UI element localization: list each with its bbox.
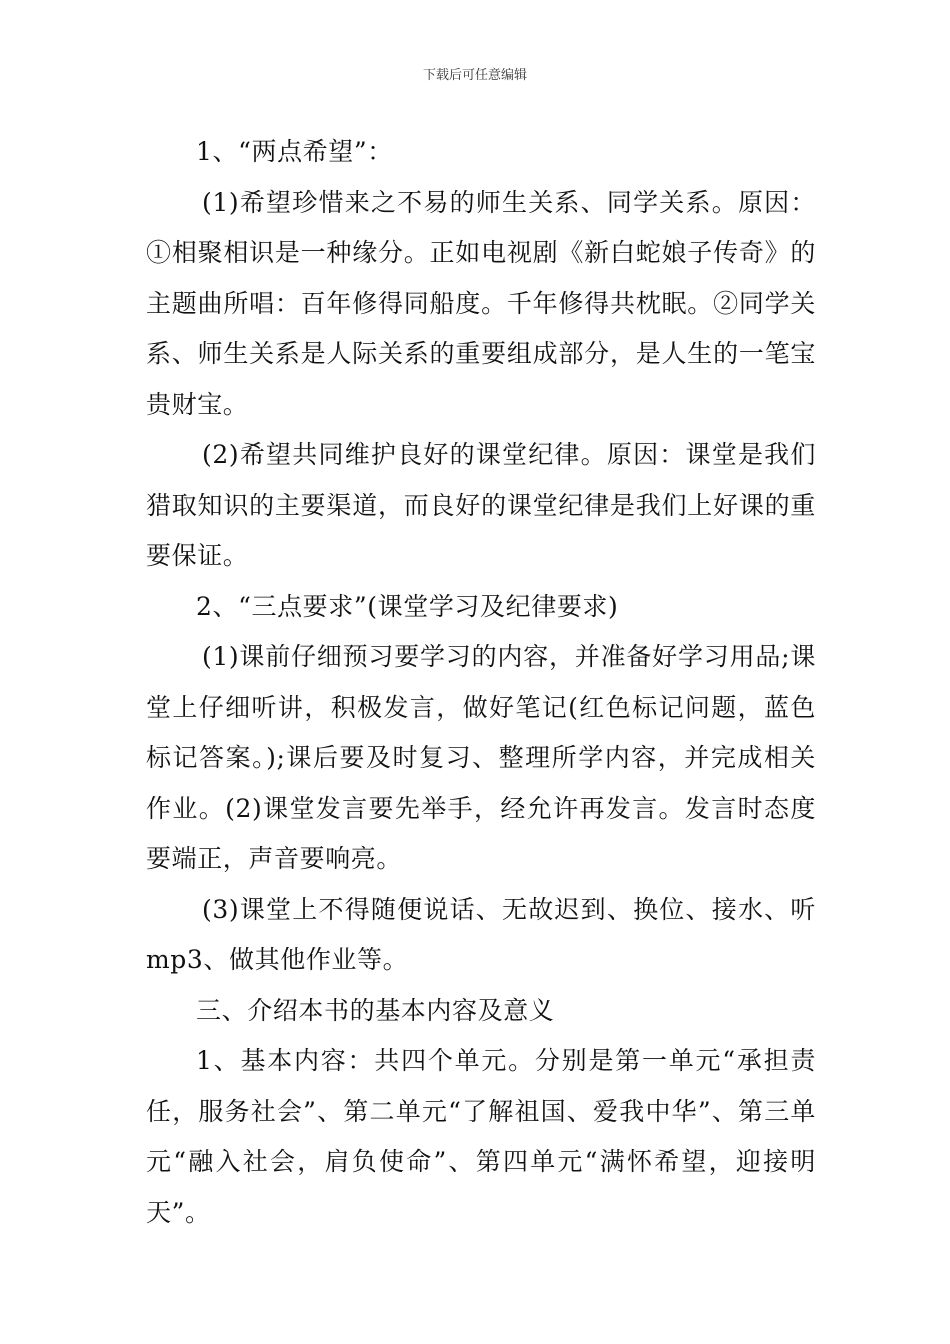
paragraph-requirement-3: (3)课堂上不得随便说话、无故迟到、换位、接水、听mp3、做其他作业等。 bbox=[146, 894, 816, 974]
heading-section-three: 三、介绍本书的基本内容及意义 bbox=[196, 995, 555, 1025]
heading-three-requirements: 2、“三点要求”(课堂学习及纪律要求) bbox=[196, 591, 619, 621]
paragraph-basic-content: 1、基本内容：共四个单元。分别是第一单元“承担责任，服务社会”、第二单元“了解祖国、爱我中华”、第三单元“融入社会，肩负使命”、第四单元“满怀希望，迎接明天”。 bbox=[146, 1046, 816, 1227]
page-header-note: 下载后可任意编辑 bbox=[422, 68, 527, 83]
paragraph-hope-2: (2)希望共同维护良好的课堂纪律。原因：课堂是我们猎取知识的主要渠道，而良好的课堂纪律是我们上好课的重要保证。 bbox=[146, 440, 816, 570]
paragraph-requirement-1-2: (1)课前仔细预习要学习的内容，并准备好学习用品;课堂上仔细听讲，积极发言，做好笔记(红色标记问题，蓝色标记答案。);课后要及时复习、整理所学内容，并完成相关作业。(2)课堂发言要先举手，经允许再发言。发言时态度要端正，声音要响亮。 bbox=[146, 642, 816, 873]
heading-two-hopes: 1、“两点希望”： bbox=[196, 137, 393, 166]
paragraph-hope-1: (1)希望珍惜来之不易的师生关系、同学关系。原因：①相聚相识是一种缘分。正如电视剧《新白蛇娘子传奇》的主题曲所唱：百年修得同船度。千年修得共枕眠。②同学关系、师生关系是人际关系的重要组成部分，是人生的一笔宝贵财宝。 bbox=[146, 187, 816, 419]
document-body bbox=[146, 127, 816, 1238]
